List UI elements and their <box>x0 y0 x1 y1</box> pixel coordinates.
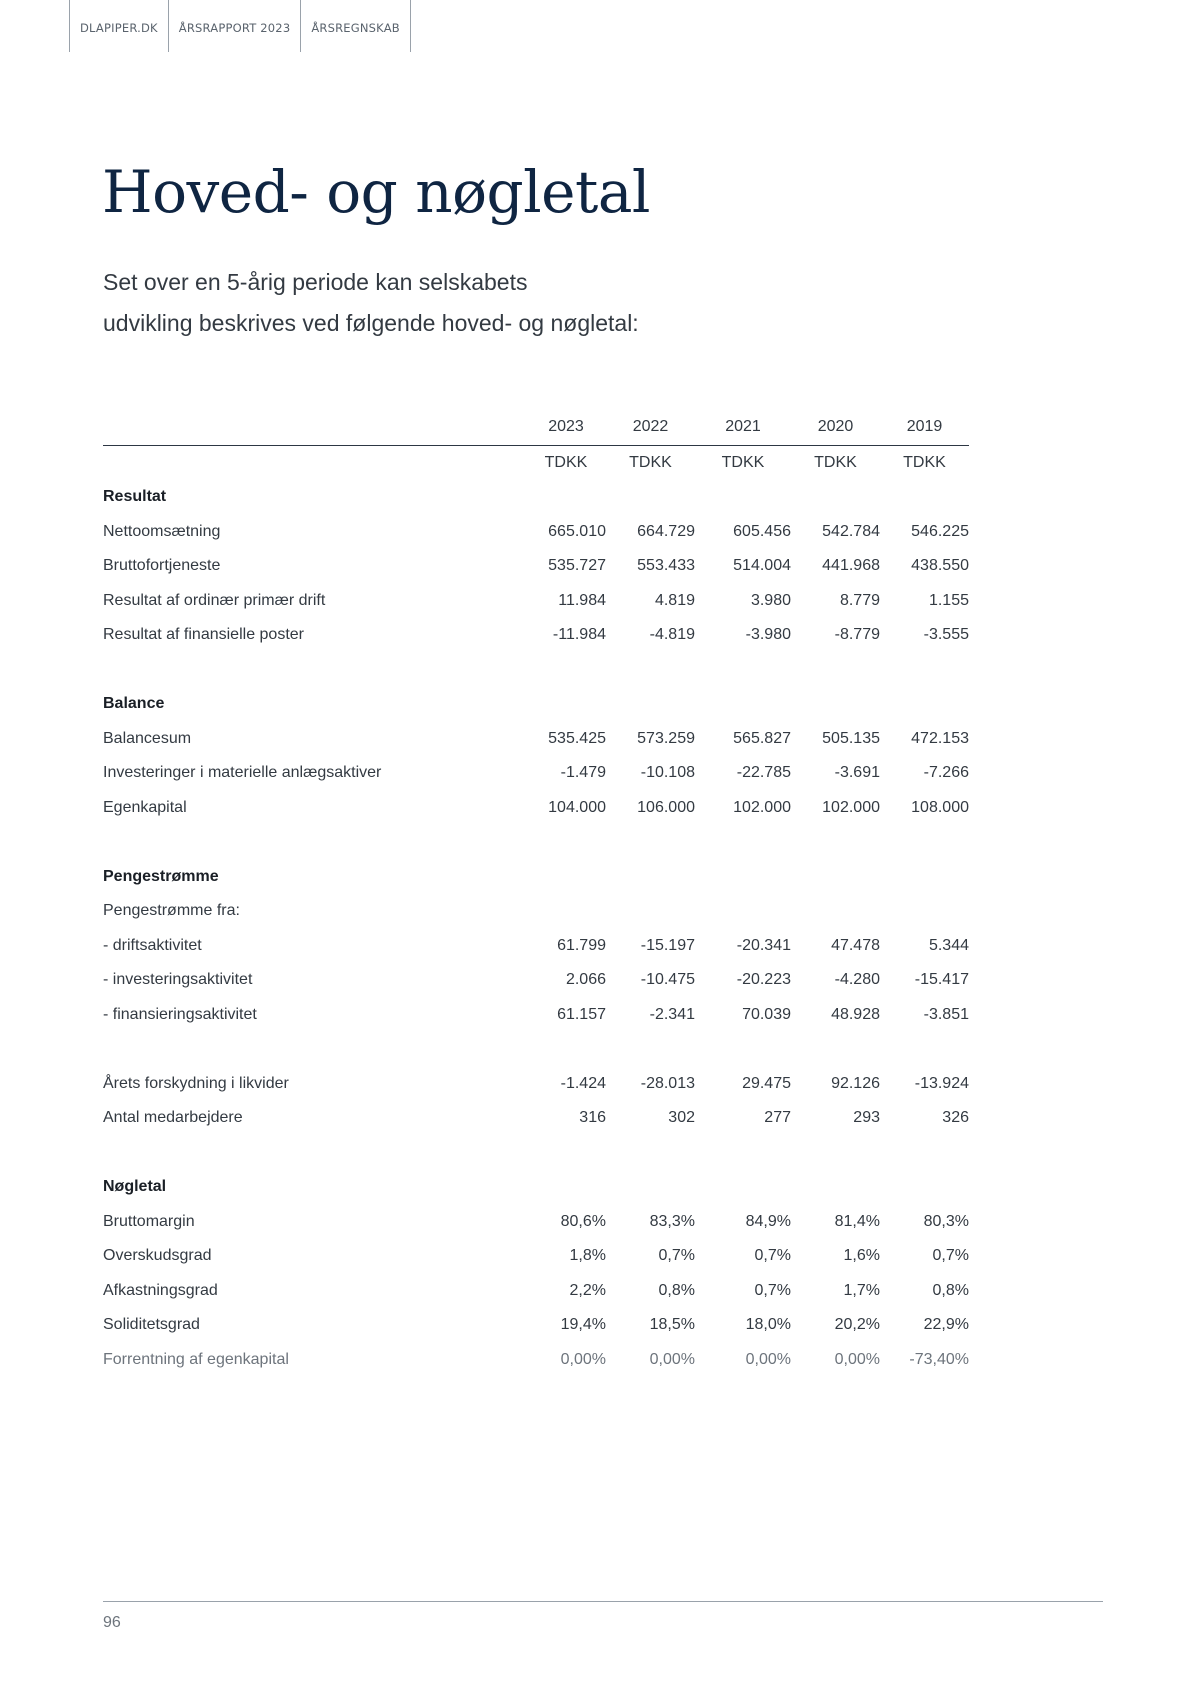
row-label: Overskudsgrad <box>103 1247 212 1265</box>
value-cell: -15.417 <box>914 971 969 989</box>
value-cell: 84,9% <box>745 1212 791 1230</box>
value-cell: -20.223 <box>736 971 791 989</box>
value-cell: 0,7% <box>658 1247 695 1265</box>
value-cell: 553.433 <box>637 557 695 575</box>
value-cell <box>880 1170 969 1205</box>
section-header-row <box>103 480 969 515</box>
table-row <box>103 1343 969 1378</box>
value-cell: 8.779 <box>839 591 880 609</box>
value-cell: -3.555 <box>923 626 969 644</box>
table-row <box>103 998 969 1033</box>
section-header-row <box>103 1170 969 1205</box>
value-cell: -15.197 <box>640 936 695 954</box>
value-cell: -4.819 <box>649 626 695 644</box>
value-cell: -73,40% <box>909 1350 969 1368</box>
row-label: Egenkapital <box>103 798 187 816</box>
row-label: Resultat af finansielle poster <box>103 626 304 644</box>
value-cell: 80,3% <box>923 1212 969 1230</box>
value-cell: 48.928 <box>831 1005 880 1023</box>
table-row <box>103 1067 969 1102</box>
table-row <box>103 1308 969 1343</box>
value-cell: 546.225 <box>911 522 969 540</box>
row-label: Årets forskydning i likvider <box>103 1074 289 1092</box>
value-cell: -13.924 <box>914 1074 969 1092</box>
value-cell: 505.135 <box>822 729 880 747</box>
row-label: Soliditetsgrad <box>103 1316 200 1334</box>
value-cell: 514.004 <box>733 557 791 575</box>
value-cell <box>606 894 695 929</box>
value-cell: 1,7% <box>843 1281 880 1299</box>
value-cell <box>791 687 880 722</box>
unit-row <box>103 445 969 480</box>
unit-cell: TDKK <box>903 453 946 471</box>
value-cell <box>526 860 606 895</box>
value-cell: 605.456 <box>733 522 791 540</box>
value-cell: -3.851 <box>923 1005 969 1023</box>
value-cell <box>880 860 969 895</box>
value-cell <box>606 860 695 895</box>
spacer-cell <box>103 653 969 688</box>
value-cell: 1,8% <box>569 1247 606 1265</box>
table-row <box>103 549 969 584</box>
value-cell: 81,4% <box>834 1212 880 1230</box>
value-cell <box>606 687 695 722</box>
footer-divider <box>103 1601 1103 1602</box>
intro-line: udvikling beskrives ved følgende hoved- og nøgletal: <box>103 310 639 336</box>
year-header: 2023 <box>526 410 606 445</box>
value-cell: -11.984 <box>552 626 606 644</box>
value-cell <box>880 480 969 515</box>
value-cell: 80,6% <box>560 1212 606 1230</box>
value-cell: 5.344 <box>928 936 969 954</box>
table-row <box>103 791 969 826</box>
value-cell: 0,8% <box>932 1281 969 1299</box>
value-cell: 2,2% <box>569 1281 606 1299</box>
value-cell: -3.980 <box>745 626 791 644</box>
intro-text <box>103 262 803 344</box>
value-cell: 20,2% <box>834 1316 880 1334</box>
value-cell: 4.819 <box>654 591 695 609</box>
value-cell: 0,7% <box>754 1281 791 1299</box>
unit-cell: TDKK <box>814 453 857 471</box>
value-cell: -1.424 <box>560 1074 606 1092</box>
value-cell: 535.727 <box>548 557 606 575</box>
value-cell <box>606 480 695 515</box>
value-cell <box>695 894 791 929</box>
value-cell: 441.968 <box>822 557 880 575</box>
row-label: Antal medarbejdere <box>103 1109 243 1127</box>
value-cell: -3.691 <box>834 764 880 782</box>
value-cell <box>695 480 791 515</box>
table-row <box>103 756 969 791</box>
value-cell: 565.827 <box>733 729 791 747</box>
spacer-row <box>103 1136 969 1171</box>
value-cell <box>526 894 606 929</box>
row-label: - investeringsaktivitet <box>103 971 253 989</box>
value-cell: 61.157 <box>557 1005 606 1023</box>
value-cell <box>606 1170 695 1205</box>
value-cell: 664.729 <box>637 522 695 540</box>
value-cell: -2.341 <box>649 1005 695 1023</box>
value-cell: -1.479 <box>560 764 606 782</box>
unit-empty-cell <box>103 445 526 480</box>
table-row <box>103 929 969 964</box>
value-cell: 70.039 <box>742 1005 791 1023</box>
value-cell: 0,00% <box>745 1350 791 1368</box>
row-label: Nettoomsætning <box>103 522 221 540</box>
row-label: Afkastningsgrad <box>103 1281 218 1299</box>
row-label: Pengestrømme fra: <box>103 902 240 920</box>
value-cell <box>880 687 969 722</box>
value-cell: 302 <box>668 1109 695 1127</box>
section-header-row <box>103 860 969 895</box>
spacer-row <box>103 825 969 860</box>
key-figures-table <box>103 410 969 1377</box>
page-number: 96 <box>103 1614 121 1631</box>
table-row <box>103 722 969 757</box>
row-label: Balancesum <box>103 729 192 747</box>
value-cell: 61.799 <box>557 936 606 954</box>
section-header-row <box>103 687 969 722</box>
value-cell: 102.000 <box>733 798 791 816</box>
value-cell: 573.259 <box>637 729 695 747</box>
value-cell: 29.475 <box>742 1074 791 1092</box>
spacer-row <box>103 1032 969 1067</box>
value-cell <box>526 480 606 515</box>
breadcrumb <box>69 0 411 52</box>
value-cell: 83,3% <box>649 1212 695 1230</box>
value-cell: 0,7% <box>932 1247 969 1265</box>
table-row <box>103 1101 969 1136</box>
value-cell: 108.000 <box>911 798 969 816</box>
value-cell: 18,0% <box>745 1316 791 1334</box>
section-title: Nøgletal <box>103 1178 167 1196</box>
table-row <box>103 1274 969 1309</box>
value-cell <box>526 1170 606 1205</box>
value-cell: 3.980 <box>750 591 791 609</box>
value-cell: -22.785 <box>736 764 791 782</box>
breadcrumb-item-report[interactable]: ÅRSRAPPORT 2023 <box>169 0 302 52</box>
value-cell: 0,7% <box>754 1247 791 1265</box>
value-cell: -8.779 <box>834 626 880 644</box>
value-cell <box>791 480 880 515</box>
table-row <box>103 515 969 550</box>
value-cell: 277 <box>764 1109 791 1127</box>
value-cell: 326 <box>942 1109 969 1127</box>
spacer-cell <box>103 1032 969 1067</box>
value-cell <box>880 894 969 929</box>
value-cell: 472.153 <box>911 729 969 747</box>
table-row <box>103 618 969 653</box>
year-header: 2019 <box>880 410 969 445</box>
value-cell: 2.066 <box>565 971 606 989</box>
value-cell: 0,8% <box>658 1281 695 1299</box>
unit-cell: TDKK <box>629 453 672 471</box>
spacer-cell <box>103 1136 969 1171</box>
table-row <box>103 1239 969 1274</box>
table-row <box>103 584 969 619</box>
page-title: Hoved- og nøgletal <box>102 158 650 226</box>
value-cell <box>526 687 606 722</box>
row-label: - driftsaktivitet <box>103 936 202 954</box>
row-label: Investeringer i materielle anlægsaktiver <box>103 764 382 782</box>
unit-cell: TDKK <box>721 453 765 471</box>
value-cell: 1.155 <box>928 591 969 609</box>
value-cell: 293 <box>853 1109 880 1127</box>
value-cell: -10.108 <box>640 764 695 782</box>
section-title: Resultat <box>103 488 167 506</box>
value-cell: 92.126 <box>831 1074 880 1092</box>
value-cell: 438.550 <box>911 557 969 575</box>
row-label: Forrentning af egenkapital <box>103 1350 289 1368</box>
value-cell: -20.341 <box>736 936 791 954</box>
header-empty-cell <box>103 410 526 445</box>
value-cell: 0,00% <box>834 1350 880 1368</box>
row-label: Bruttofortjeneste <box>103 557 221 575</box>
value-cell: 22,9% <box>923 1316 969 1334</box>
year-header-row <box>103 410 969 445</box>
row-label: - finansieringsaktivitet <box>103 1005 257 1023</box>
value-cell <box>695 687 791 722</box>
value-cell <box>695 1170 791 1205</box>
value-cell <box>695 860 791 895</box>
value-cell <box>791 1170 880 1205</box>
value-cell: 102.000 <box>822 798 880 816</box>
value-cell: -4.280 <box>834 971 880 989</box>
value-cell: 535.425 <box>548 729 606 747</box>
row-label: Bruttomargin <box>103 1212 195 1230</box>
value-cell: 106.000 <box>637 798 695 816</box>
year-header: 2020 <box>791 410 880 445</box>
unit-cell: TDKK <box>544 453 588 471</box>
value-cell <box>791 860 880 895</box>
value-cell: 104.000 <box>548 798 606 816</box>
section-title: Balance <box>103 695 165 713</box>
value-cell: 665.010 <box>548 522 606 540</box>
value-cell: 19,4% <box>560 1316 606 1334</box>
value-cell: 316 <box>579 1109 606 1127</box>
table-body <box>103 445 969 1377</box>
row-label: Resultat af ordinær primær drift <box>103 591 326 609</box>
year-header: 2022 <box>606 410 695 445</box>
value-cell: 0,00% <box>649 1350 695 1368</box>
value-cell: 0,00% <box>560 1350 606 1368</box>
table-row <box>103 1205 969 1240</box>
spacer-row <box>103 653 969 688</box>
intro-line: Set over en 5-årig periode kan selskabets <box>103 269 528 295</box>
value-cell: -28.013 <box>640 1074 695 1092</box>
breadcrumb-item-section[interactable]: ÅRSREGNSKAB <box>301 0 411 52</box>
value-cell: -7.266 <box>923 764 969 782</box>
year-header: 2021 <box>695 410 791 445</box>
spacer-cell <box>103 825 969 860</box>
section-title: Pengestrømme <box>103 867 219 885</box>
value-cell <box>791 894 880 929</box>
breadcrumb-item-site[interactable]: DLAPIPER.DK <box>70 0 169 52</box>
table-row <box>103 963 969 998</box>
value-cell: 542.784 <box>822 522 880 540</box>
sublabel-row <box>103 894 969 929</box>
value-cell: 11.984 <box>558 591 606 609</box>
value-cell: 47.478 <box>831 936 880 954</box>
value-cell: 18,5% <box>649 1316 695 1334</box>
value-cell: 1,6% <box>843 1247 880 1265</box>
value-cell: -10.475 <box>640 971 695 989</box>
